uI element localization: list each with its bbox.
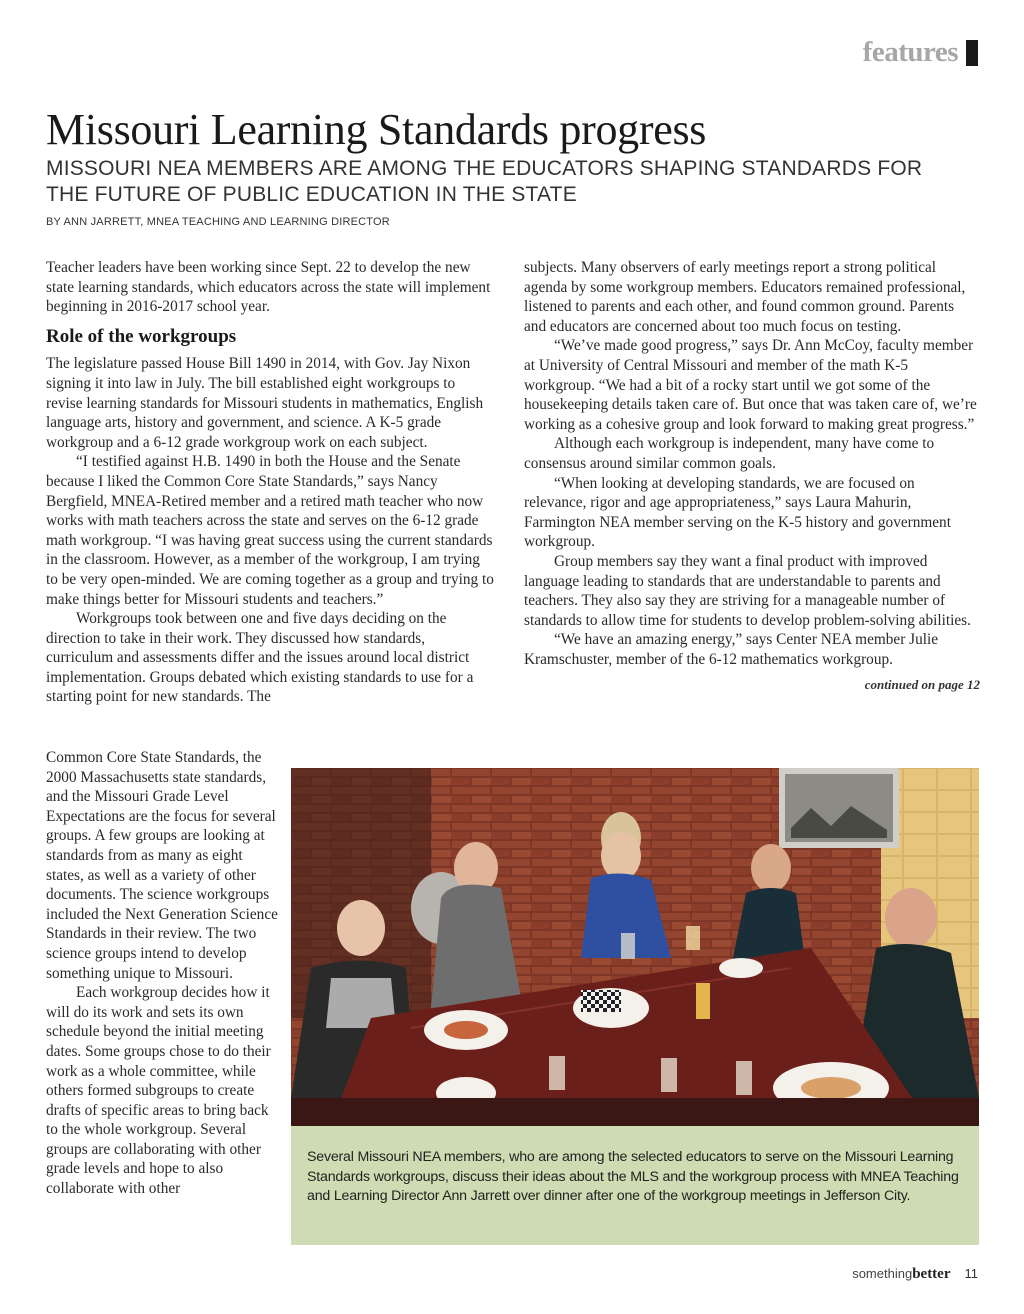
article-column-left xyxy=(46,258,494,707)
footer xyxy=(852,1266,978,1283)
dinner-photo-illustration xyxy=(291,768,979,1126)
section-tag xyxy=(863,36,978,69)
article-intro: Teacher leaders have been working since Sept. 22 to develop the new state learning standards, which educators across the state will implement beginning in 2016-2017 school year. xyxy=(46,259,491,316)
page-number: 11 xyxy=(964,1266,978,1281)
footer-brand-bold: better xyxy=(912,1266,951,1282)
article-column-left-narrow xyxy=(46,748,282,1199)
section-tag-bar xyxy=(966,40,978,66)
right-paragraph-3: Although each workgroup is independent, many have come to consensus around similar common goals. xyxy=(524,435,935,472)
narrow-paragraph-1: Common Core State Standards, the 2000 Massachusetts state standards, and the Missouri Grade Level Expectations are the focus for several groups. A few groups are looking at standards from as many as eight states, as well as a variety of other documents. The science workgroups included the Next Generation Science Standards in their review. The two science groups intend to develop something unique to Missouri. xyxy=(46,749,278,982)
deck: MISSOURI NEA MEMBERS ARE AMONG THE EDUCATORS SHAPING STANDARDS FOR THE FUTURE OF PUBLIC EDUCATION IN THE STATE xyxy=(46,157,923,206)
right-paragraph-5: Group members say they want a final product with improved language leading to standards that are understandable to parents and teachers. They also say they are striving for a manageable number of standards to allow time for students to develop problem-solving abilities. xyxy=(524,552,971,629)
left-paragraph-2: “I testified against H.B. 1490 in both the House and the Senate because I liked the Common Core State Standards,” says Nancy Bergfield, MNEA-Retired member and a retired math teacher who now works with math teachers across the state and serves on the 6-12 grade math workgroup. “I was having great success using the current standards in the classroom. However, as a member of the workgroup, I am trying to be very open-minded. We are coming together as a group and trying to make things better for Missouri students and teachers.” xyxy=(46,453,494,608)
right-paragraph-1: subjects. Many observers of early meetings report a strong political agenda by some workgroup members. Educators remained professional, listened to parents and each other, and found common ground. Parents and educators are concerned about too much focus on testing. xyxy=(524,259,966,335)
subhead: Role of the workgroups xyxy=(46,325,237,347)
footer-brand-light: something xyxy=(852,1266,913,1281)
photo-caption: Several Missouri NEA members, who are among the selected educators to serve on the Missouri Learning Standards workgroups, discuss their ideas about the MLS and the workgroup process with MNEA Teaching and Learning Director Ann Jarrett over dinner after one of the workgroup meetings in Jefferson City. xyxy=(291,1126,979,1245)
section-tag-label: features xyxy=(862,36,958,68)
dinner-photo xyxy=(291,768,979,1126)
left-paragraph-3: Workgroups took between one and five days deciding on the direction to take in their work. They discussed how standards, curriculum and assessments differ and the issues around local district implementation. Groups debated which existing standards to use for a starting point for new standards. The xyxy=(46,610,474,706)
right-paragraph-2: “We’ve made good progress,” says Dr. Ann McCoy, faculty member at University of Central Missouri and member of the math K-5 workgroup. “We had a bit of a rocky start until we got some of the housekeeping details taken care of. But once that was taken care of, we’re working as a cohesive group and look forward to making great progress.” xyxy=(524,337,977,433)
headline: Missouri Learning Standards progress xyxy=(46,105,707,154)
continued-note: continued on page 12 xyxy=(864,677,980,693)
right-paragraph-6: “We have an amazing energy,” says Center NEA member Julie Kramschuster, member of the 6-12 mathematics workgroup. xyxy=(524,631,939,668)
byline: BY ANN JARRETT, MNEA TEACHING AND LEARNING DIRECTOR xyxy=(46,216,390,228)
left-paragraph-1: The legislature passed House Bill 1490 in 2014, with Gov. Jay Nixon signing it into law in July. The bill established eight workgroups to revise learning standards for Missouri students in mathematics, English language arts, history and government, and science. A K-5 grade workgroup and a 6-12 grade workgroup work on each subject. xyxy=(46,355,484,451)
photo-box xyxy=(291,768,979,1245)
narrow-paragraph-2: Each workgroup decides how it will do its work and sets its own schedule beyond the initial meeting dates. Some groups chose to do their work as a whole committee, while others formed subgroups to create drafts of specific areas to bring back to the whole workgroup. Several groups are collaborating with other grade levels and hope to also collaborate with other xyxy=(46,984,271,1198)
article-column-right xyxy=(524,258,980,695)
right-paragraph-4: “When looking at developing standards, we are focused on relevance, rigor and age appropriateness,” says Laura Mahurin, Farmington NEA member serving on the K-5 history and government workgroup. xyxy=(524,474,951,551)
